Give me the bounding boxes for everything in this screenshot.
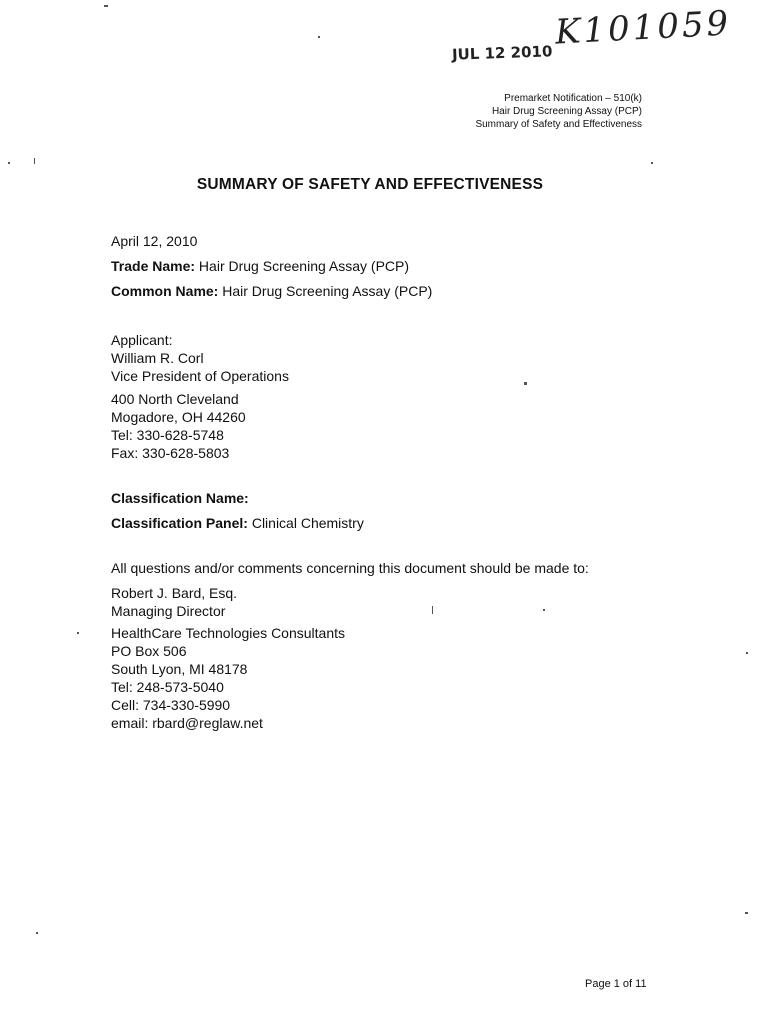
scan-speck (524, 382, 527, 385)
scan-speck (77, 632, 79, 634)
page-title: SUMMARY OF SAFETY AND EFFECTIVENESS (196, 176, 544, 193)
applicant-address-1: 400 North Cleveland (111, 391, 239, 407)
contact-person (111, 584, 237, 620)
contact-address (111, 624, 345, 732)
classification-panel-value: Clinical Chemistry (247, 515, 364, 531)
contact-company: HealthCare Technologies Consultants (111, 625, 345, 641)
scan-speck (745, 912, 748, 914)
applicant-heading: Applicant: (111, 332, 173, 348)
scan-speck (432, 606, 433, 614)
handwritten-510k-number: K101059 (554, 3, 733, 53)
common-name-label: Common Name: (111, 283, 219, 299)
classification-block (111, 486, 364, 536)
common-name-row (111, 279, 432, 304)
trade-name-value: Hair Drug Screening Assay (PCP) (195, 258, 410, 274)
classification-name-label: Classification Name: (111, 490, 249, 506)
applicant-block (111, 331, 289, 385)
contact-name: Robert J. Bard, Esq. (111, 585, 238, 601)
applicant-name: William R. Corl (111, 350, 204, 366)
product-info (111, 229, 432, 304)
applicant-address-2: Mogadore, OH 44260 (111, 409, 246, 425)
header-line-2: Hair Drug Screening Assay (PCP) (491, 106, 642, 117)
page-number: Page 1 of 11 (585, 978, 647, 990)
received-date-stamp: JUL 12 2010 (451, 42, 553, 64)
contact-city: South Lyon, MI 48178 (111, 661, 248, 677)
header-line-3: Summary of Safety and Effectiveness (475, 119, 642, 130)
scan-speck (8, 162, 10, 164)
applicant-tel: Tel: 330-628-5748 (111, 427, 224, 443)
applicant-title: Vice President of Operations (111, 368, 289, 384)
scan-speck (651, 162, 653, 164)
common-name-value: Hair Drug Screening Assay (PCP) (218, 283, 433, 299)
header-line-1: Premarket Notification – 510(k) (504, 93, 642, 104)
applicant-address (111, 390, 246, 462)
classification-name-row (111, 486, 364, 511)
contact-tel: Tel: 248-573-5040 (111, 679, 224, 695)
contact-po-box: PO Box 506 (111, 643, 187, 659)
classification-panel-label: Classification Panel: (111, 515, 248, 531)
classification-panel-row (111, 511, 364, 536)
scan-speck (746, 652, 748, 654)
contact-title: Managing Director (111, 603, 226, 619)
scan-speck (318, 36, 320, 38)
contact-cell: Cell: 734-330-5990 (111, 697, 231, 713)
scan-speck (36, 932, 38, 934)
document-header (475, 92, 642, 131)
document-date: April 12, 2010 (111, 233, 198, 249)
contact-email: email: rbard@reglaw.net (111, 715, 263, 731)
trade-name-row (111, 254, 432, 279)
applicant-fax: Fax: 330-628-5803 (111, 445, 230, 461)
scan-speck (104, 5, 108, 7)
scan-speck (34, 158, 35, 164)
contact-intro: All questions and/or comments concerning this document should be made to: (111, 560, 589, 576)
trade-name-label: Trade Name: (111, 258, 196, 274)
scan-speck (543, 609, 545, 611)
